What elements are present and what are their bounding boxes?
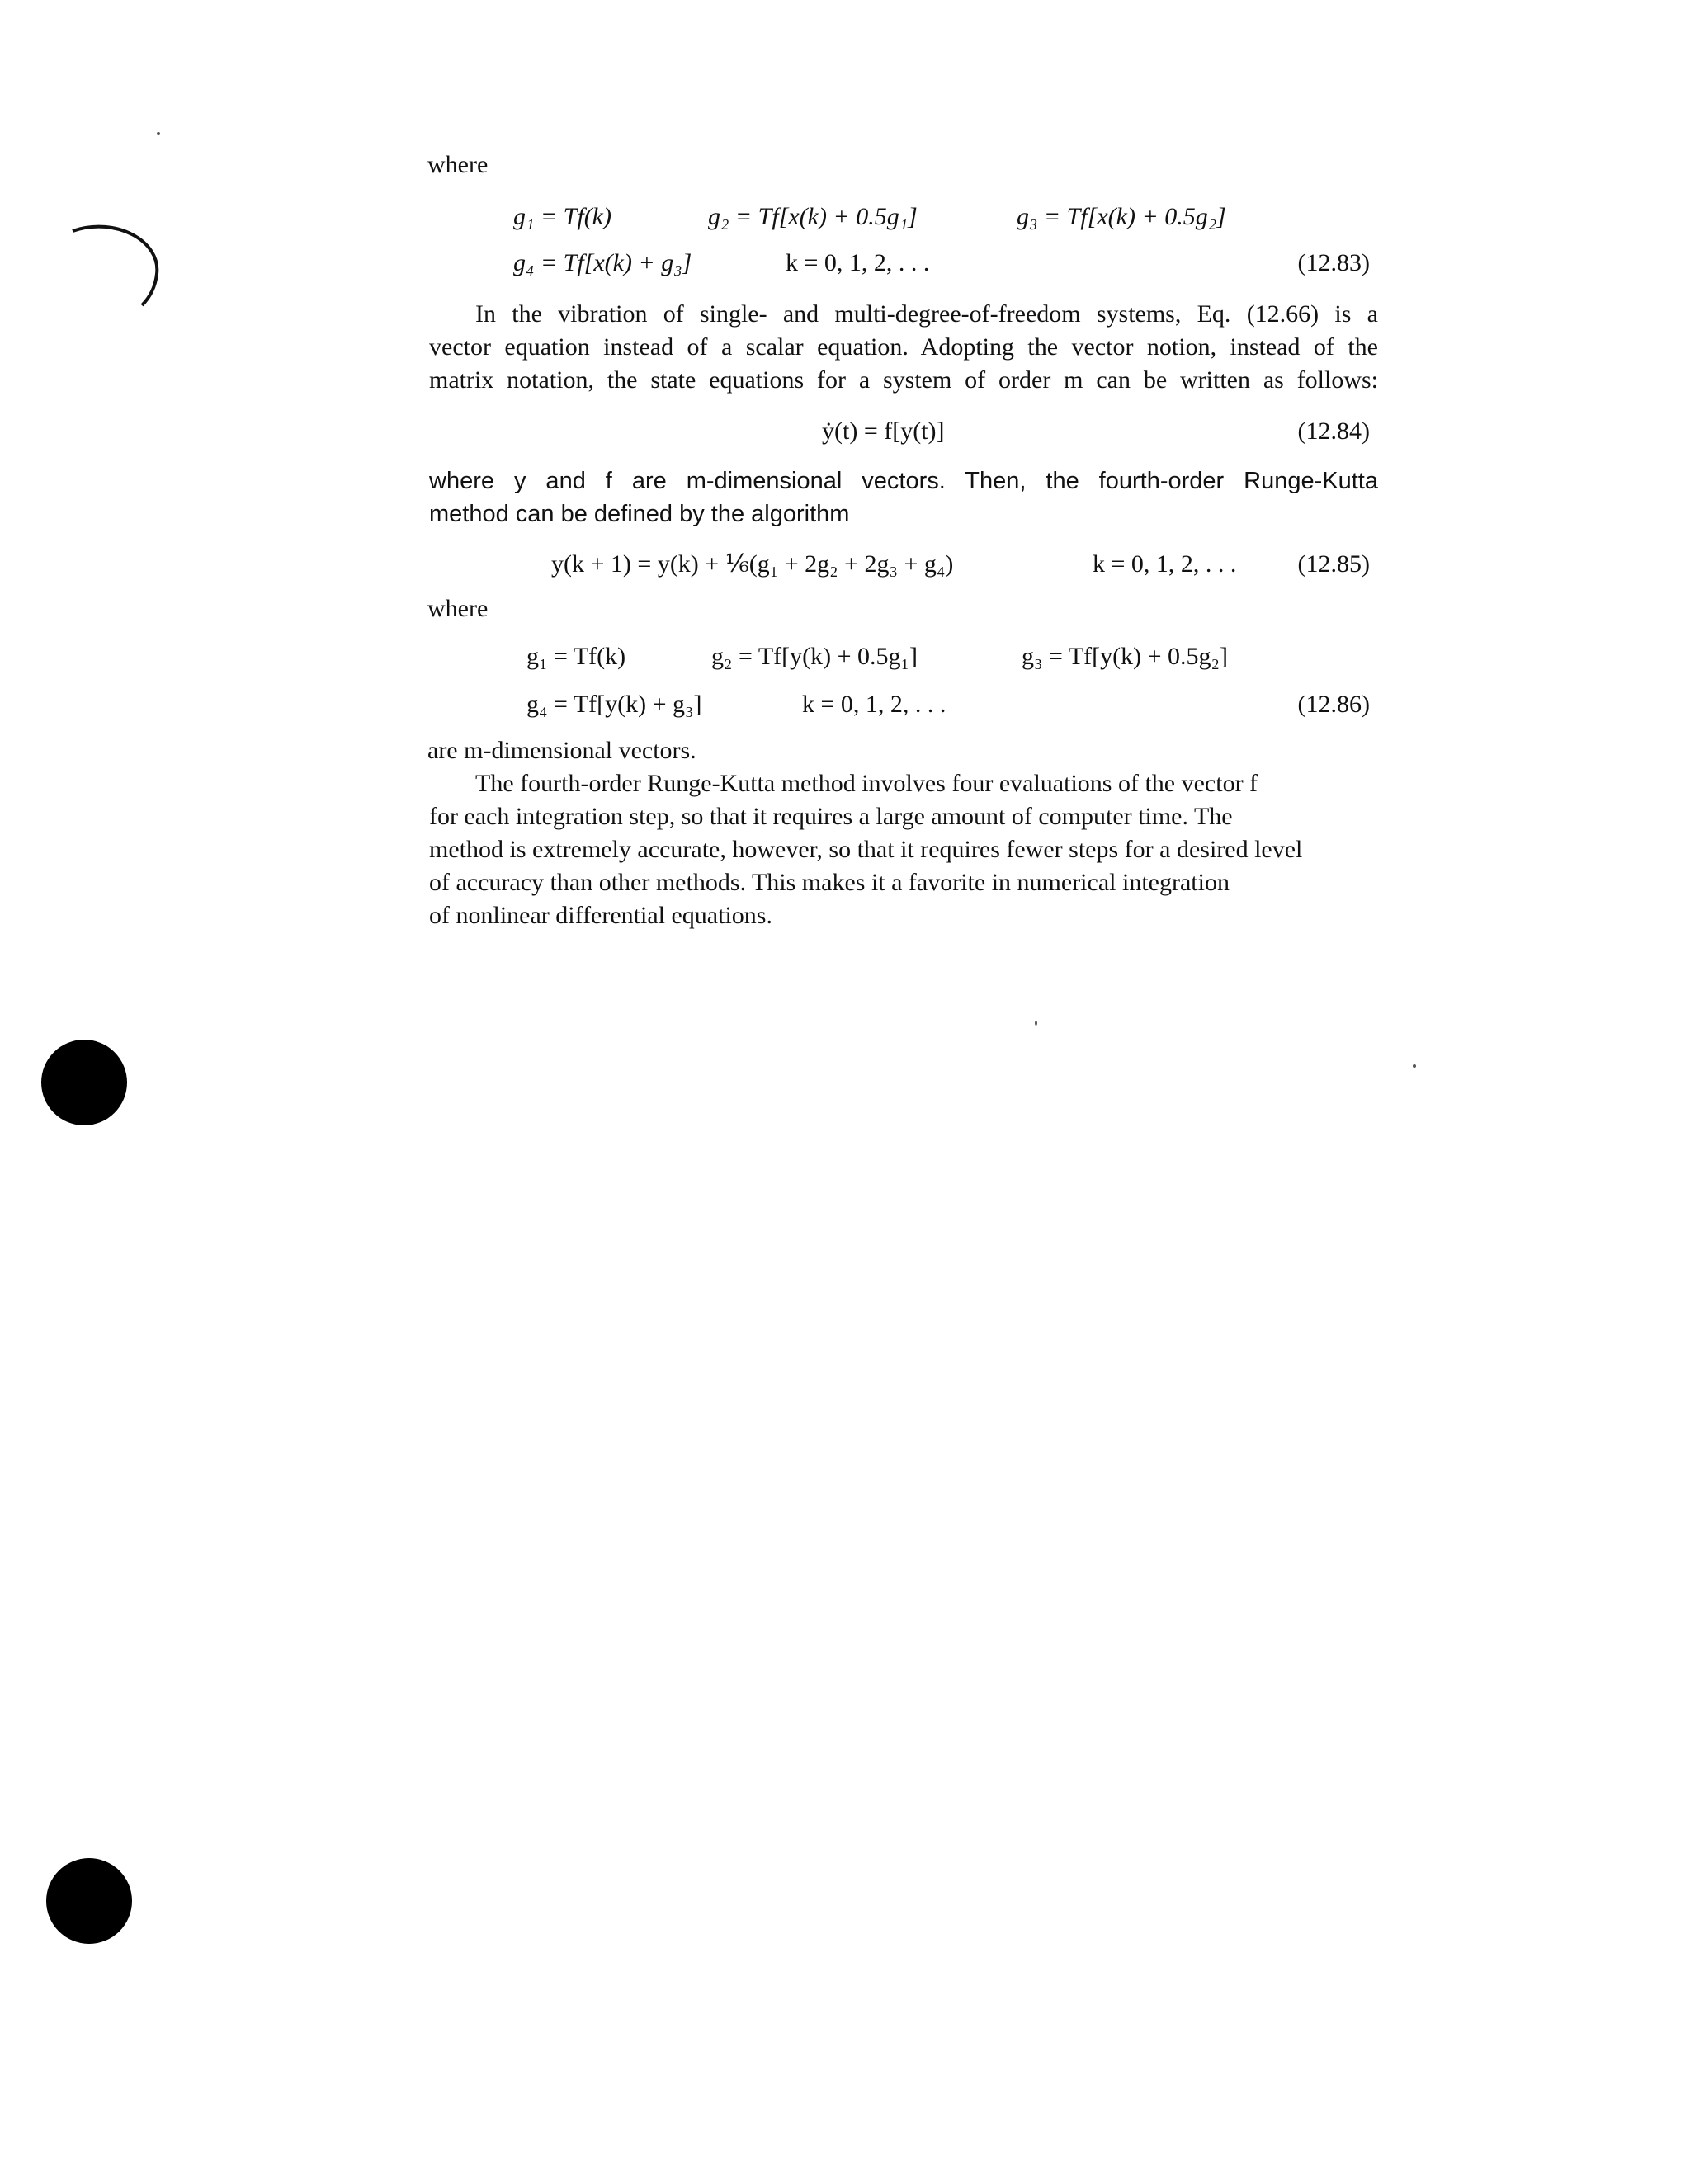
binder-hole-lower: [46, 1858, 132, 1944]
paragraph-3: [429, 767, 1378, 932]
paragraph-3-line-3: method is extremely accurate, however, so that it requires fewer steps for a desired level: [429, 836, 1303, 863]
paragraph-1: [429, 298, 1378, 397]
binder-hole-arc: [66, 216, 173, 323]
paragraph-1-line-3: matrix notation, the state equations for a system of order m can be written as follows:: [429, 366, 1378, 394]
paragraph-2-line-1: where y and f are m-dimensional vectors. Then, the fourth-order Runge-Kutta: [429, 468, 1378, 494]
eq-12-84-number: (12.84): [1297, 417, 1370, 445]
paragraph-3-line-1: The fourth-order Runge-Kutta method involves four evaluations of the vector f: [475, 770, 1258, 797]
eq-12-85-number: (12.85): [1297, 550, 1370, 578]
paragraph-1-line-1: In the vibration of single- and multi-degree-of-freedom systems, Eq. (12.66) is a: [475, 300, 1378, 328]
where-label-2: where: [427, 595, 489, 622]
eq-12-84-expr: ẏ(t) = f[y(t)]: [822, 417, 945, 445]
eq-12-83-g2: g₂ = Tf[x(k) + 0.5g₁]: [708, 203, 918, 230]
eq-12-83-k-range: k = 0, 1, 2, . . .: [786, 249, 930, 276]
eq-12-86-g1: g₁ = Tf(k): [526, 643, 626, 670]
scan-speck: [1413, 1064, 1416, 1068]
paragraph-2-line-2: method can be defined by the algorithm: [429, 501, 850, 527]
paragraph-3-line-5: of nonlinear differential equations.: [429, 902, 772, 929]
scan-speck: [1035, 1021, 1037, 1026]
paragraph-2: [429, 465, 1378, 531]
scan-speck: [157, 132, 160, 135]
binder-hole-upper: [41, 1040, 127, 1125]
eq-12-83-number: (12.83): [1297, 249, 1370, 276]
eq-12-86-number: (12.86): [1297, 691, 1370, 718]
where-label-1: where: [427, 151, 489, 178]
paragraph-3-line-4: of accuracy than other methods. This makes it a favorite in numerical integration: [429, 869, 1230, 896]
paragraph-3-line-2: for each integration step, so that it requires a large amount of computer time. The: [429, 803, 1233, 830]
eq-12-85-k-range: k = 0, 1, 2, . . .: [1093, 550, 1237, 578]
eq-12-83-g1: g₁ = Tf(k): [513, 203, 611, 230]
are-m-dimensional-line: are m-dimensional vectors.: [427, 737, 696, 764]
eq-12-83-g4: g₄ = Tf[x(k) + g₃]: [513, 249, 692, 276]
eq-12-86-g3: g₃ = Tf[y(k) + 0.5g₂]: [1022, 643, 1228, 670]
eq-12-86-g2: g₂ = Tf[y(k) + 0.5g₁]: [711, 643, 918, 670]
eq-12-86-k-range: k = 0, 1, 2, . . .: [802, 691, 946, 718]
eq-12-85-expr: y(k + 1) = y(k) + ⅙(g₁ + 2g₂ + 2g₃ + g₄): [551, 550, 954, 578]
eq-12-86-g4: g₄ = Tf[y(k) + g₃]: [526, 691, 702, 718]
eq-12-83-g3: g₃ = Tf[x(k) + 0.5g₂]: [1017, 203, 1226, 230]
paragraph-1-line-2: vector equation instead of a scalar equation. Adopting the vector notion, instead of the: [429, 333, 1378, 361]
